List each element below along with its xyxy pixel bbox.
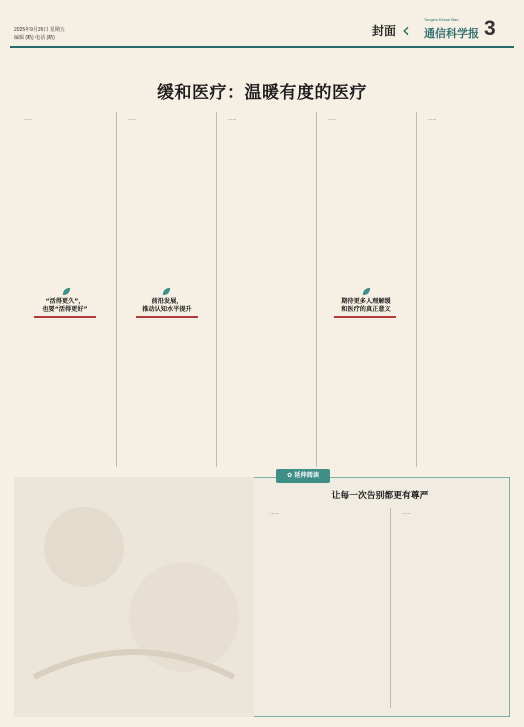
extended-column-2: ……	[402, 511, 411, 516]
leaf-icon	[362, 287, 371, 296]
column-divider	[216, 112, 217, 467]
masthead-divider	[10, 46, 514, 48]
brand-logo: 通信科学报	[424, 27, 479, 40]
chevron-left-icon: ‹	[402, 18, 410, 42]
column-divider	[116, 112, 117, 467]
article-column-2: ……	[128, 116, 137, 121]
article-column-1: ……	[24, 116, 33, 121]
column-divider	[390, 508, 391, 708]
illustration-image	[14, 477, 254, 717]
extended-reading-title: 让每一次告别都更有尊严	[331, 491, 429, 501]
column-divider	[316, 112, 317, 467]
photo-placeholder	[14, 477, 254, 717]
article-column-3: ……	[228, 116, 237, 121]
date-line: 2025年9月26日 星期五	[14, 27, 65, 33]
page-title: 缓和医疗：温暖有度的医疗	[157, 83, 367, 103]
editor-line: 编辑 (略) 电话 (略)	[14, 35, 55, 41]
subhead-underline	[136, 316, 198, 318]
page-number: 3	[484, 17, 496, 40]
section-label: 封面	[372, 24, 397, 38]
extended-column-1: ……	[270, 511, 279, 516]
leaf-icon: ✿	[286, 472, 295, 479]
brand-small: Tongxin Kexue Bao	[424, 17, 459, 22]
article-column-5: ……	[428, 116, 437, 121]
subhead-2: 前沿发展， 推动认知水平提升	[120, 298, 214, 314]
article-column-4: ……	[328, 116, 337, 121]
leaf-icon	[162, 287, 171, 296]
subhead-1: “活得更久”， 也要“活得更好”	[16, 298, 114, 314]
column-divider	[416, 112, 417, 467]
subhead-3: 期待更多人理解缓 和医疗的真正意义	[318, 298, 414, 314]
subhead-underline	[34, 316, 96, 318]
extended-reading-tab: ✿ 延伸阅读	[276, 469, 330, 483]
subhead-underline	[334, 316, 396, 318]
leaf-icon	[62, 287, 71, 296]
